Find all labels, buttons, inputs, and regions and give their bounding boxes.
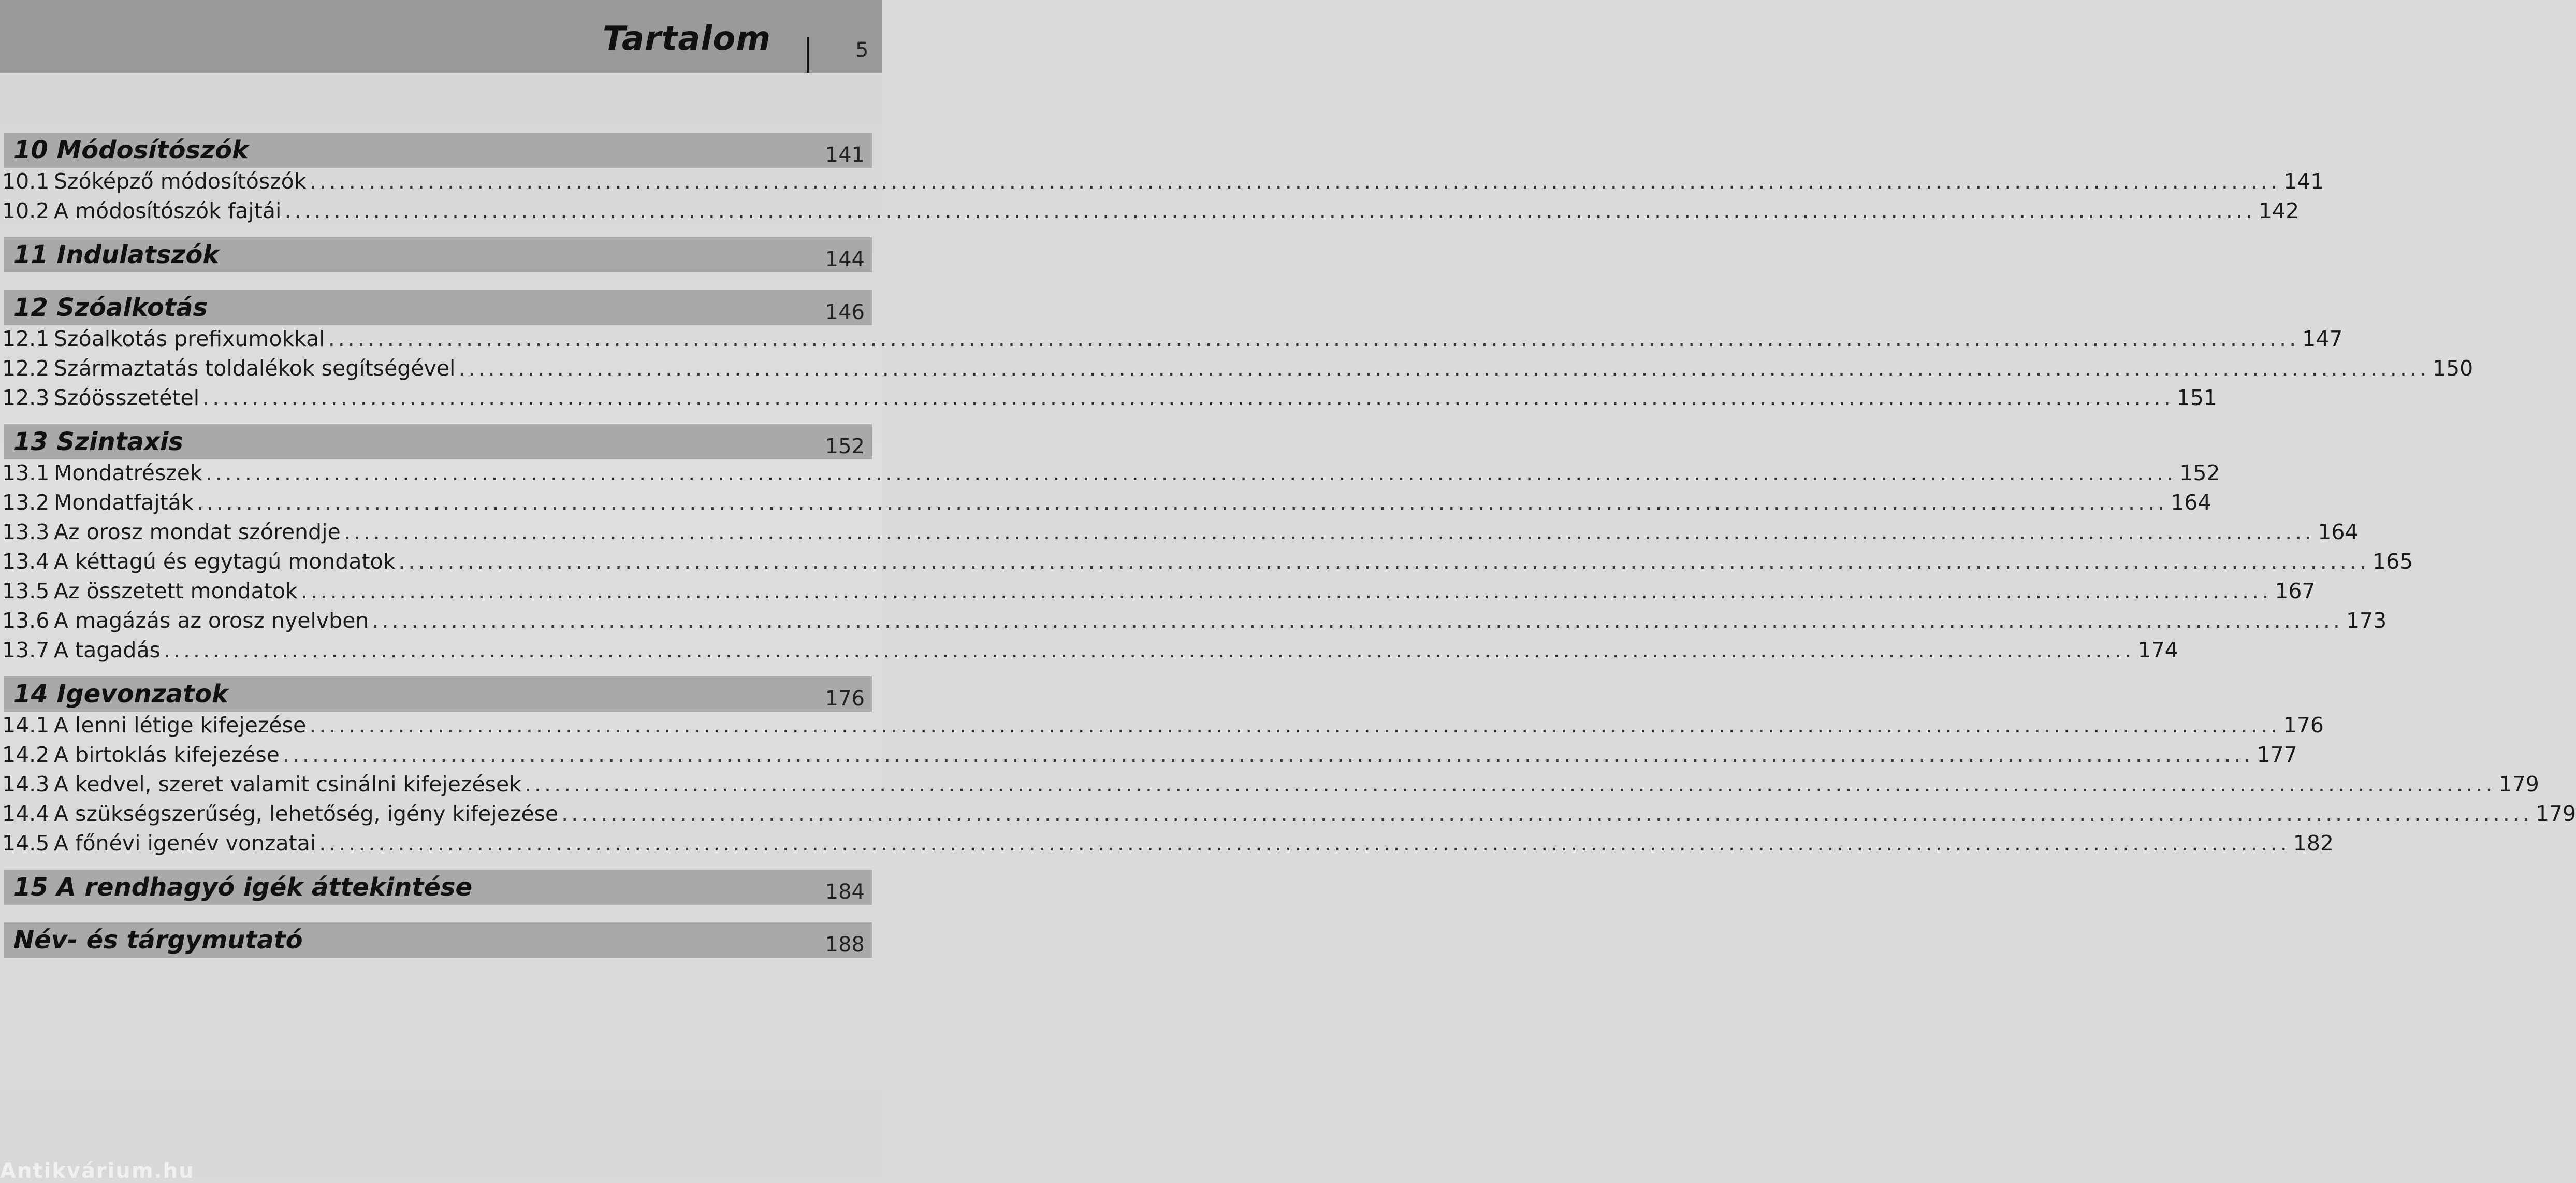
section-title: A kedvel, szeret valamit csinálni kifejezések [54, 772, 521, 797]
dot-leader: ........................................................................................................................................................................................................ [309, 169, 2281, 194]
section-title: Mondatrészek [54, 460, 202, 485]
toc-entry [0, 198, 2300, 228]
chapter-page-number: 146 [825, 300, 865, 324]
chapter-title: 11 Indulatszók [13, 240, 220, 269]
section-number: 14.1 [2, 713, 50, 738]
dot-leader: ........................................................................................................................................................................................................ [458, 356, 2429, 381]
section-title: A szükségszerűség, lehetőség, igény kifejezése [54, 801, 559, 826]
toc-entry [0, 520, 2359, 549]
dot-leader: ........................................................................................................................................................................................................ [398, 549, 2369, 574]
section-page-number: 179 [2498, 772, 2539, 797]
chapter-page-number: 184 [825, 880, 865, 904]
toc-entry [0, 326, 2343, 356]
section-number: 13.5 [2, 579, 50, 603]
toc-entry [0, 169, 2324, 198]
dot-leader: ........................................................................................................................................................................................................ [163, 638, 2135, 662]
header-divider [807, 37, 809, 73]
chapter-heading [4, 237, 872, 272]
chapter-page-number: 141 [825, 143, 865, 167]
toc-entry [0, 385, 2217, 415]
toc-entry [0, 831, 2334, 860]
chapter-title: 13 Szintaxis [13, 427, 183, 456]
toc-entry [0, 742, 2297, 772]
table-of-contents [0, 133, 2576, 975]
toc-entry [0, 772, 2539, 801]
toc-entry [0, 460, 2220, 490]
section-page-number: 173 [2346, 608, 2387, 633]
section-page-number: 164 [2171, 490, 2211, 515]
section-page-number: 152 [2179, 460, 2220, 485]
chapter-heading [4, 922, 872, 958]
toc-entry [0, 801, 2576, 831]
toc-entry [0, 638, 2178, 667]
section-number: 14.2 [2, 742, 50, 767]
section-page-number: 142 [2258, 198, 2300, 223]
chapter-page-number: 188 [825, 933, 865, 957]
section-number: 12.3 [2, 385, 50, 410]
toc-entry [0, 549, 2413, 579]
chapter-title: 15 A rendhagyó igék áttekintése [13, 873, 473, 902]
section-number: 14.5 [2, 831, 50, 856]
section-title: Az összetett mondatok [54, 579, 298, 603]
section-page-number: 151 [2176, 385, 2217, 410]
chapter-title: 12 Szóalkotás [13, 293, 208, 322]
dot-leader: ........................................................................................................................................................................................................ [196, 490, 2168, 515]
toc-entry [0, 608, 2387, 638]
dot-leader: ........................................................................................................................................................................................................ [524, 772, 2496, 797]
toc-entry [0, 713, 2324, 742]
section-page-number: 182 [2293, 831, 2334, 856]
watermark: Antikvárium.hu [0, 1159, 195, 1183]
section-title: A birtoklás kifejezése [54, 742, 280, 767]
chapter-heading [4, 870, 872, 905]
dot-leader: ........................................................................................................................................................................................................ [202, 385, 2174, 410]
dot-leader: ........................................................................................................................................................................................................ [372, 608, 2343, 633]
section-title: Szóösszetétel [54, 385, 200, 410]
section-title: Szóalkotás prefixumokkal [54, 326, 325, 351]
chapter-title: 14 Igevonzatok [13, 680, 228, 709]
chapter-heading [4, 290, 872, 325]
toc-entry [0, 356, 2473, 385]
section-page-number: 141 [2283, 169, 2324, 194]
chapter-title: 10 Módosítószók [13, 136, 249, 165]
section-title: A módosítószók fajtái [54, 198, 282, 223]
section-title: A lenni létige kifejezése [54, 713, 307, 738]
page-number: 5 [855, 38, 869, 62]
section-title: A tagadás [54, 638, 161, 662]
dot-leader: ........................................................................................................................................................................................................ [309, 713, 2280, 738]
dot-leader: ........................................................................................................................................................................................................ [319, 831, 2290, 856]
toc-entry [0, 490, 2211, 520]
section-title: Az orosz mondat szórendje [54, 520, 341, 544]
section-page-number: 147 [2302, 326, 2343, 351]
chapter-heading [4, 133, 872, 168]
section-page-number: 179 [2535, 801, 2576, 826]
section-page-number: 164 [2318, 520, 2359, 544]
section-page-number: 176 [2283, 713, 2324, 738]
section-number: 13.1 [2, 460, 50, 485]
section-number: 13.7 [2, 638, 50, 662]
dot-leader: ........................................................................................................................................................................................................ [282, 742, 2254, 767]
section-title: A kéttagú és egytagú mondatok [54, 549, 396, 574]
section-page-number: 177 [2257, 742, 2297, 767]
dot-leader: ........................................................................................................................................................................................................ [205, 460, 2177, 485]
section-number: 10.2 [2, 198, 50, 223]
section-number: 13.6 [2, 608, 50, 633]
section-title: Mondatfajták [54, 490, 194, 515]
section-number: 12.1 [2, 326, 50, 351]
chapter-heading [4, 424, 872, 459]
section-title: A főnévi igenév vonzatai [54, 831, 316, 856]
dot-leader: ........................................................................................................................................................................................................ [328, 326, 2300, 351]
section-number: 14.4 [2, 801, 50, 826]
section-number: 13.2 [2, 490, 50, 515]
chapter-page-number: 152 [825, 435, 865, 458]
toc-entry [0, 579, 2316, 608]
section-title: Szóképző módosítószók [54, 169, 307, 194]
section-page-number: 165 [2372, 549, 2413, 574]
chapter-page-number: 144 [825, 248, 865, 271]
dot-leader: ........................................................................................................................................................................................................ [284, 198, 2255, 223]
section-page-number: 150 [2432, 356, 2473, 381]
section-number: 14.3 [2, 772, 50, 797]
chapter-title: Név- és tárgymutató [13, 926, 303, 955]
page-title: Tartalom [602, 20, 771, 58]
section-title: A magázás az orosz nyelvben [54, 608, 369, 633]
section-page-number: 167 [2275, 579, 2316, 603]
chapter-heading [4, 676, 872, 712]
section-number: 10.1 [2, 169, 50, 194]
dot-leader: ........................................................................................................................................................................................................ [343, 520, 2315, 544]
dot-leader: ........................................................................................................................................................................................................ [561, 801, 2533, 826]
section-number: 13.3 [2, 520, 50, 544]
dot-leader: ........................................................................................................................................................................................................ [300, 579, 2272, 603]
section-number: 12.2 [2, 356, 50, 381]
chapter-page-number: 176 [825, 687, 865, 711]
section-title: Származtatás toldalékok segítségével [54, 356, 456, 381]
section-number: 13.4 [2, 549, 50, 574]
section-page-number: 174 [2137, 638, 2178, 662]
